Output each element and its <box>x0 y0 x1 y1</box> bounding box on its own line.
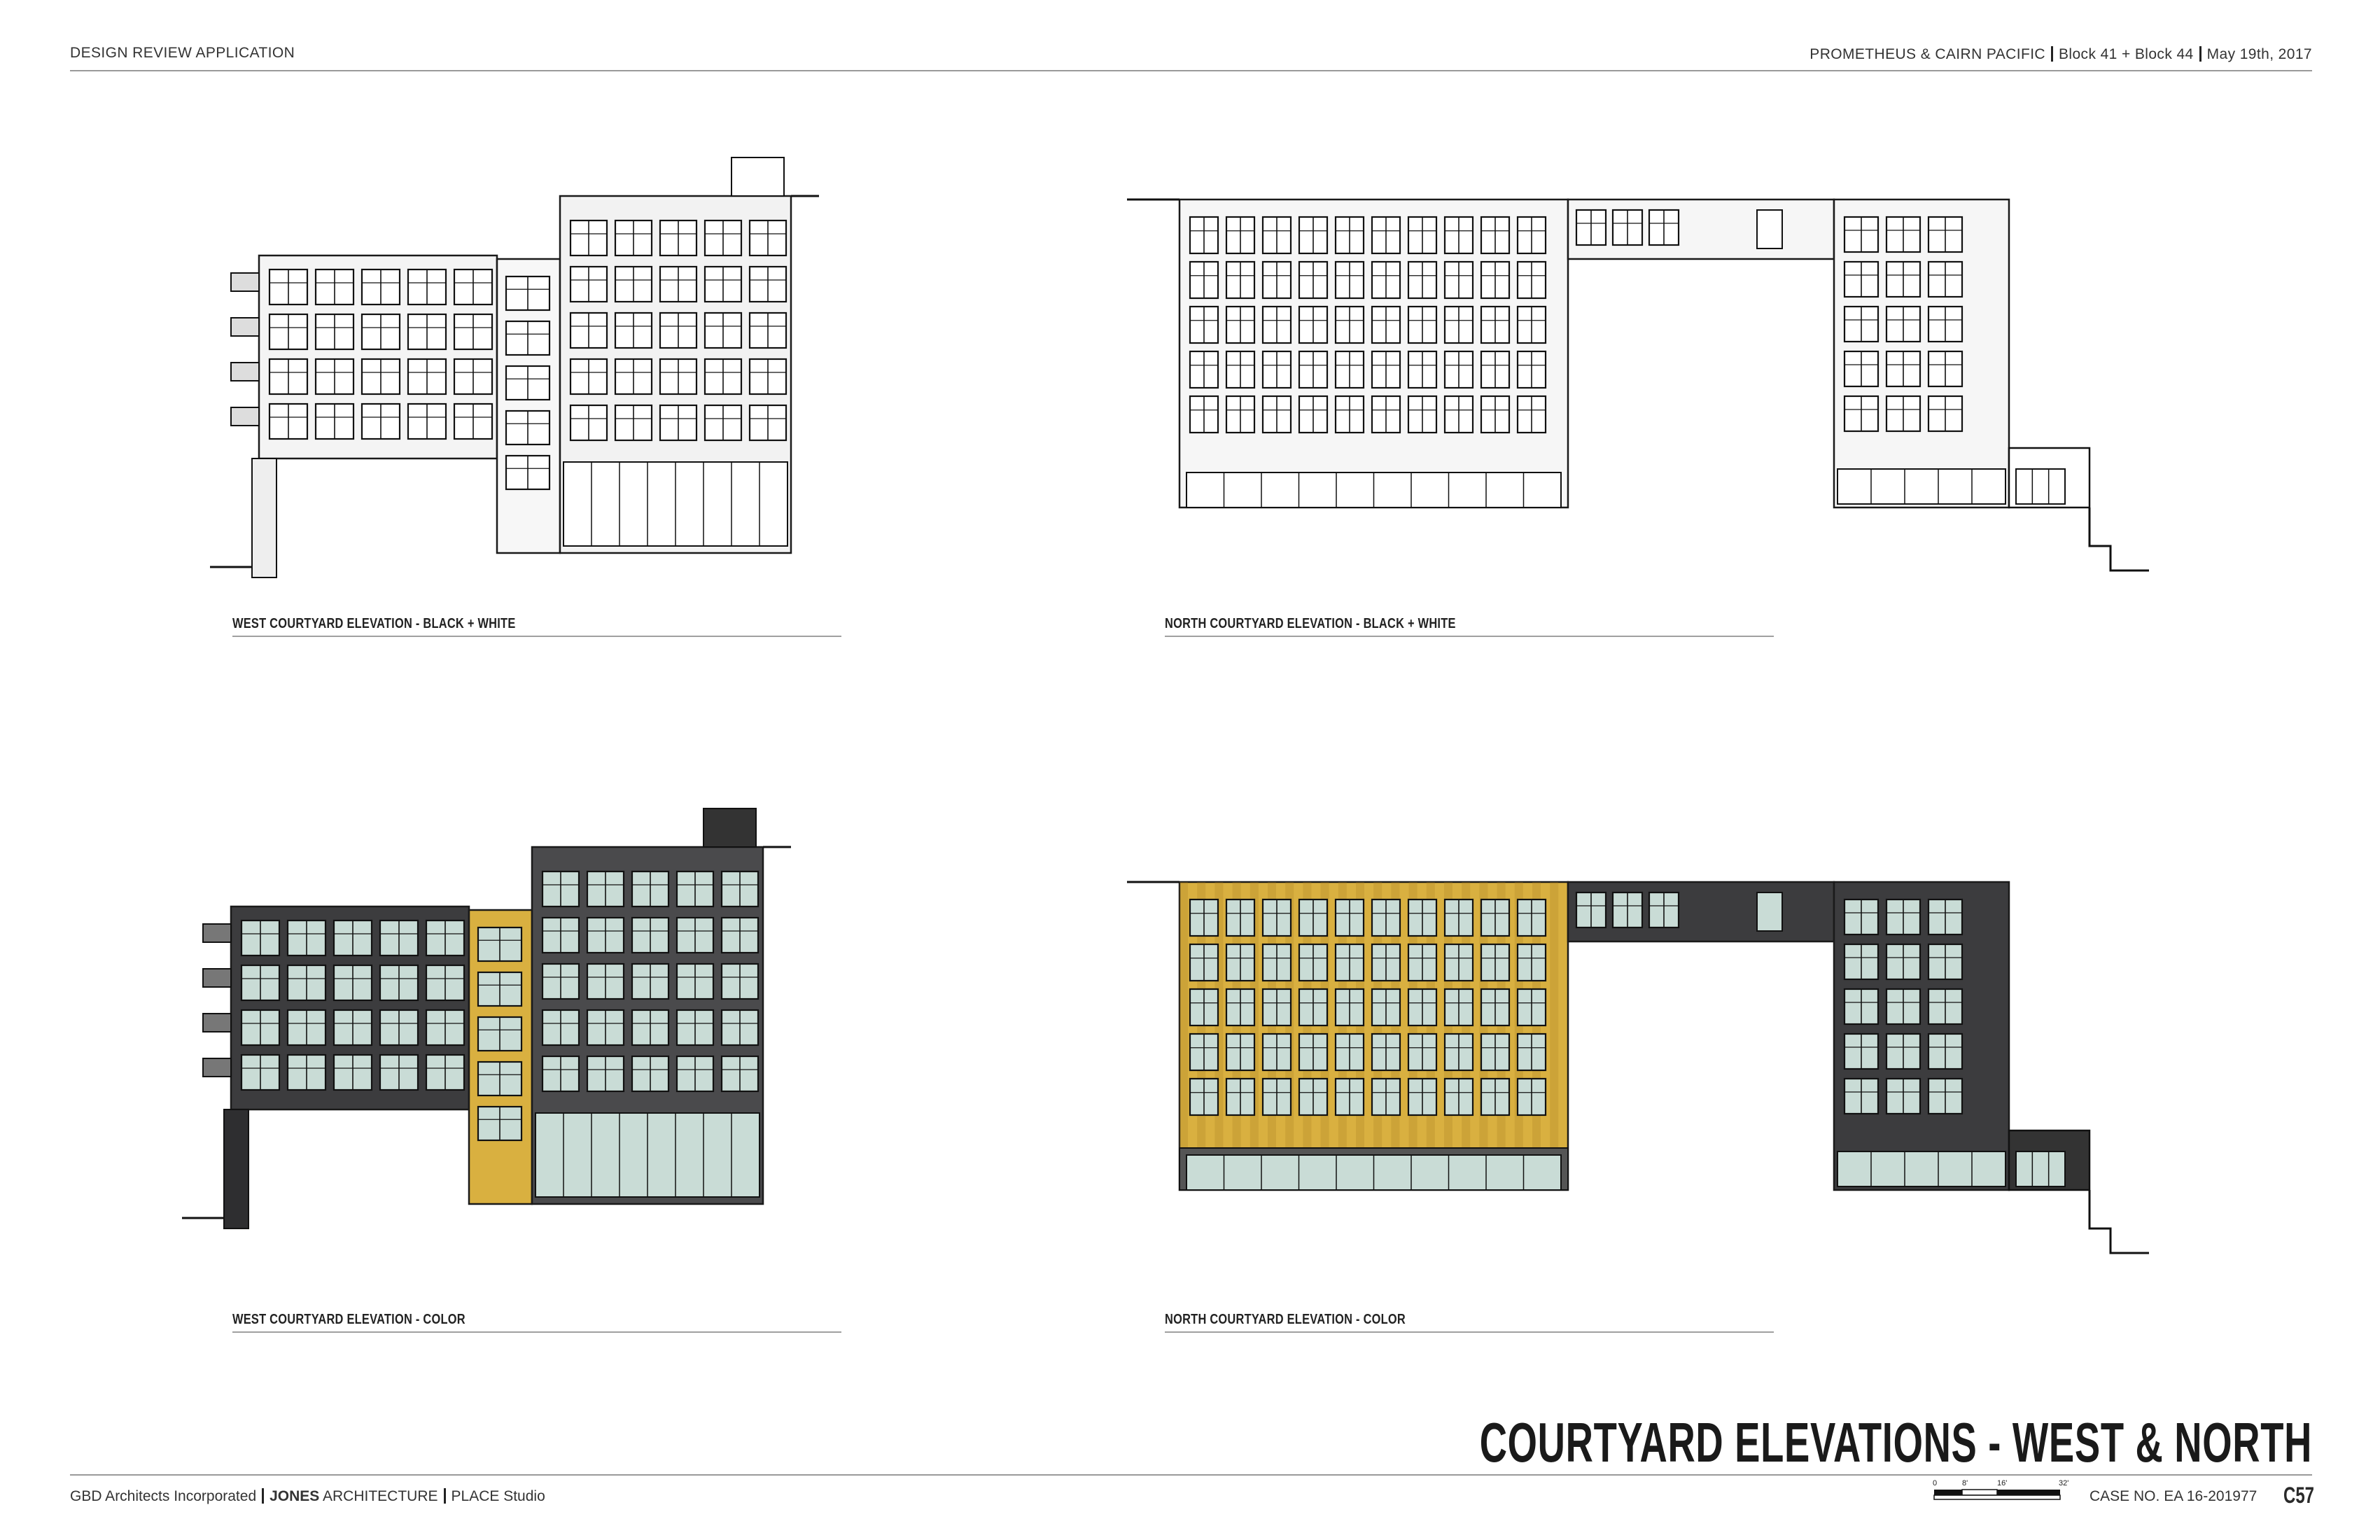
firm-place: PLACE Studio <box>451 1488 545 1504</box>
header-left: DESIGN REVIEW APPLICATION <box>70 45 295 61</box>
pier <box>252 458 276 578</box>
sky-bridge <box>1568 882 1834 941</box>
caption-rule <box>1165 636 1774 637</box>
divider <box>262 1488 264 1504</box>
grade-line <box>2090 507 2149 570</box>
cladding-panel <box>1180 882 1188 1148</box>
bridge-door <box>1757 210 1782 248</box>
pier <box>224 1110 248 1228</box>
balcony <box>231 407 259 426</box>
divider <box>2199 46 2202 62</box>
storefront <box>2016 1152 2065 1186</box>
divider <box>444 1488 446 1504</box>
balcony <box>203 1058 231 1077</box>
roof-penthouse <box>704 808 756 847</box>
header-client: PROMETHEUS & CAIRN PACIFIC <box>1809 46 2045 62</box>
caption-north-color: NORTH COURTYARD ELEVATION - COLOR <box>1165 1312 1406 1327</box>
divider <box>2051 46 2053 62</box>
header-right <box>1809 46 2312 63</box>
cladding-panel <box>1550 882 1558 1148</box>
north-courtyard-elevation-color <box>1113 836 2219 1256</box>
caption-west-color: WEST COURTYARD ELEVATION - COLOR <box>232 1312 465 1327</box>
grade-line <box>2090 1190 2149 1253</box>
storefront <box>1837 469 2005 504</box>
balcony <box>231 273 259 291</box>
case-number: CASE NO. EA 16-201977 <box>2090 1488 2258 1504</box>
storefront <box>2016 469 2065 504</box>
scale-label-16: 16' <box>1997 1479 2008 1488</box>
caption-rule <box>232 636 841 637</box>
roof-penthouse <box>732 158 784 196</box>
sheet-number: C57 <box>2283 1483 2315 1508</box>
firm-jones: JONES <box>270 1488 320 1504</box>
balcony <box>203 924 231 942</box>
caption-west-bw: WEST COURTYARD ELEVATION - BLACK + WHITE <box>232 616 516 631</box>
header-date: May 19th, 2017 <box>2206 46 2312 62</box>
storefront <box>1837 1152 2005 1186</box>
firm-jones-rest: ARCHITECTURE <box>319 1488 438 1504</box>
scale-bar <box>1928 1478 2076 1506</box>
west-courtyard-elevation-color <box>175 805 875 1225</box>
footer-firms <box>70 1488 545 1505</box>
north-courtyard-elevation-bw <box>1113 154 2219 588</box>
balcony <box>203 969 231 987</box>
caption-rule <box>1165 1331 1774 1333</box>
footer-rule <box>70 1474 2312 1476</box>
balcony <box>231 318 259 336</box>
scale-label-32: 32' <box>2059 1479 2069 1488</box>
balcony <box>203 1014 231 1032</box>
scale-label-8: 8' <box>1962 1479 1968 1488</box>
caption-rule <box>232 1331 841 1333</box>
west-courtyard-elevation-bw <box>203 154 868 574</box>
header-blocks: Block 41 + Block 44 <box>2059 46 2194 62</box>
firm-gbd: GBD Architects Incorporated <box>70 1488 257 1504</box>
bridge-door <box>1757 892 1782 931</box>
scale-label-0: 0 <box>1933 1479 1938 1488</box>
caption-north-bw: NORTH COURTYARD ELEVATION - BLACK + WHITE <box>1165 616 1456 631</box>
header-rule <box>70 70 2312 71</box>
sky-bridge <box>1568 200 1834 259</box>
balcony <box>231 363 259 381</box>
sheet-title: COURTYARD ELEVATIONS - WEST & NORTH <box>1479 1411 2312 1474</box>
